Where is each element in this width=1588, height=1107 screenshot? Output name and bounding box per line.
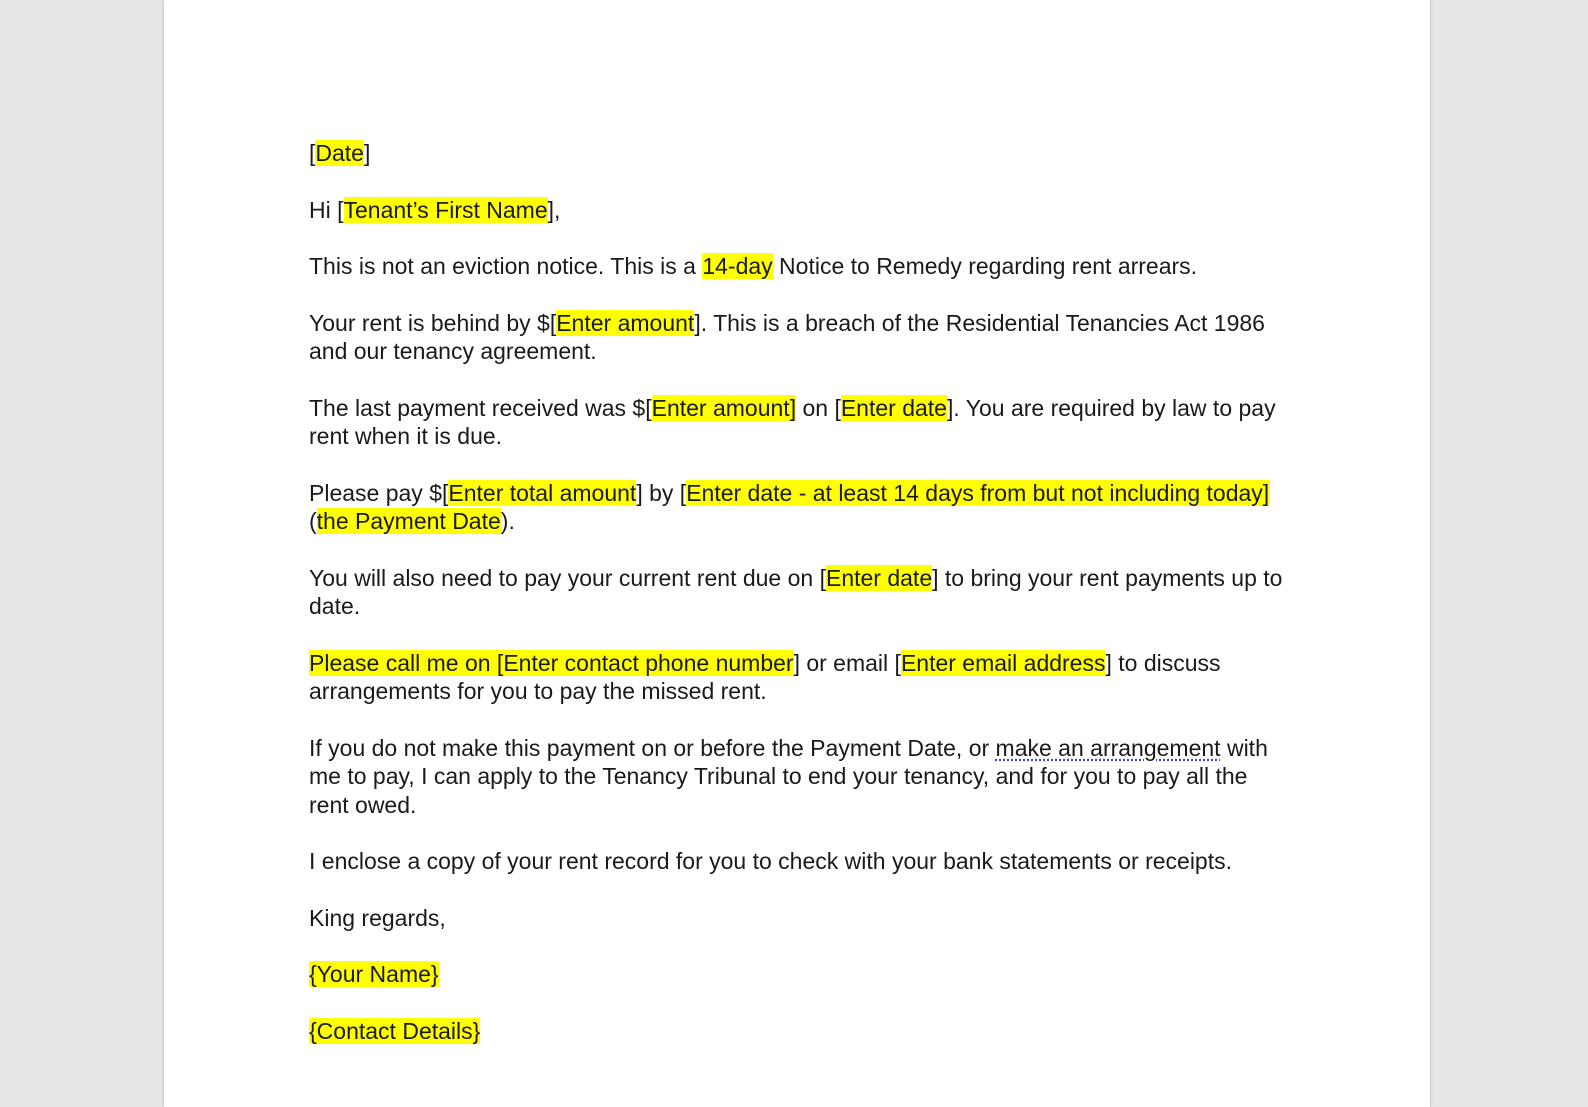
please-pay-open-paren: ( <box>309 508 317 534</box>
tribunal-text-end: with me to pay, I can apply to the Tenancy Tribunal to end your tenancy, and for you to pay all the rent owed. <box>309 734 1268 818</box>
last-payment-text-end: ]. You are required by law to pay rent when it is due. <box>309 394 1276 449</box>
please-pay-end: ). <box>500 508 515 534</box>
grammar-flag-arrangement[interactable]: make an arrangement <box>995 734 1221 761</box>
due-date-placeholder[interactable]: Enter date - at least 14 days from but not including today] <box>686 479 1270 506</box>
paragraph-notice <box>309 252 1289 281</box>
paragraph-please-pay <box>309 479 1289 536</box>
current-rent-date-placeholder[interactable]: Enter date <box>825 564 933 591</box>
paragraph-contact <box>309 649 1289 706</box>
days-placeholder[interactable]: 14-day <box>702 253 773 279</box>
paragraph-current-rent <box>309 564 1289 621</box>
tribunal-text: If you do not make this payment on or before the Payment Date, or <box>309 734 996 761</box>
current-rent-text-end: ] to bring your rent payments up to date. <box>309 564 1283 619</box>
greeting-end: ], <box>547 196 561 223</box>
please-pay-text: Please pay $[ <box>309 479 449 506</box>
payment-date-placeholder[interactable]: the Payment Date <box>316 508 501 534</box>
paragraph-tribunal <box>309 734 1289 820</box>
notice-text-end: Notice to Remedy regarding rent arrears. <box>772 253 1198 279</box>
signature-name-line <box>309 960 1289 989</box>
contact-details-placeholder[interactable]: {Contact Details} <box>309 1017 481 1044</box>
your-name-placeholder[interactable]: {Your Name} <box>309 961 439 987</box>
document-page <box>163 0 1431 1107</box>
contact-text-end: ] to discuss arrangements for you to pay the missed rent. <box>309 649 1221 704</box>
rent-behind-text-end: ]. This is a breach of the Residential Tenancies Act 1986 and our tenancy agreement. <box>309 309 1265 364</box>
please-pay-by: ] by [ <box>636 479 687 506</box>
paragraph-enclose: I enclose a copy of your rent record for you to check with your bank statements or receipts. <box>309 848 1232 874</box>
amount-placeholder[interactable]: Enter amount <box>556 309 695 336</box>
contact-or-email: ] or email [ <box>793 649 901 676</box>
letter-body[interactable] <box>309 139 1289 1073</box>
last-payment-on: on [ <box>796 394 841 421</box>
greeting-line: Hi [Tenant’s First Name], <box>309 196 561 223</box>
signature-contact-line <box>309 1017 1289 1046</box>
paragraph-rent-behind <box>309 309 1289 366</box>
phone-placeholder[interactable]: Please call me on [Enter contact phone number <box>309 649 794 676</box>
date-placeholder[interactable]: Date <box>315 140 364 166</box>
tenant-name-placeholder[interactable]: Tenant’s First Name <box>343 196 548 223</box>
last-date-placeholder[interactable]: Enter date <box>840 394 947 421</box>
notice-text: This is not an eviction notice. This is a <box>309 253 703 279</box>
last-payment-text: The last payment received was $[ <box>309 394 652 421</box>
date-line: [Date] <box>309 140 371 166</box>
total-amount-placeholder[interactable]: Enter total amount <box>448 479 637 506</box>
closing-line: King regards, <box>309 904 446 931</box>
rent-behind-text: Your rent is behind by $[ <box>309 309 557 336</box>
current-rent-text: You will also need to pay your current rent due on [ <box>309 564 826 591</box>
greeting-hi: Hi <box>309 196 338 223</box>
paragraph-last-payment <box>309 394 1289 451</box>
last-amount-placeholder[interactable]: Enter amount] <box>651 394 797 421</box>
email-placeholder[interactable]: Enter email address <box>900 649 1106 676</box>
